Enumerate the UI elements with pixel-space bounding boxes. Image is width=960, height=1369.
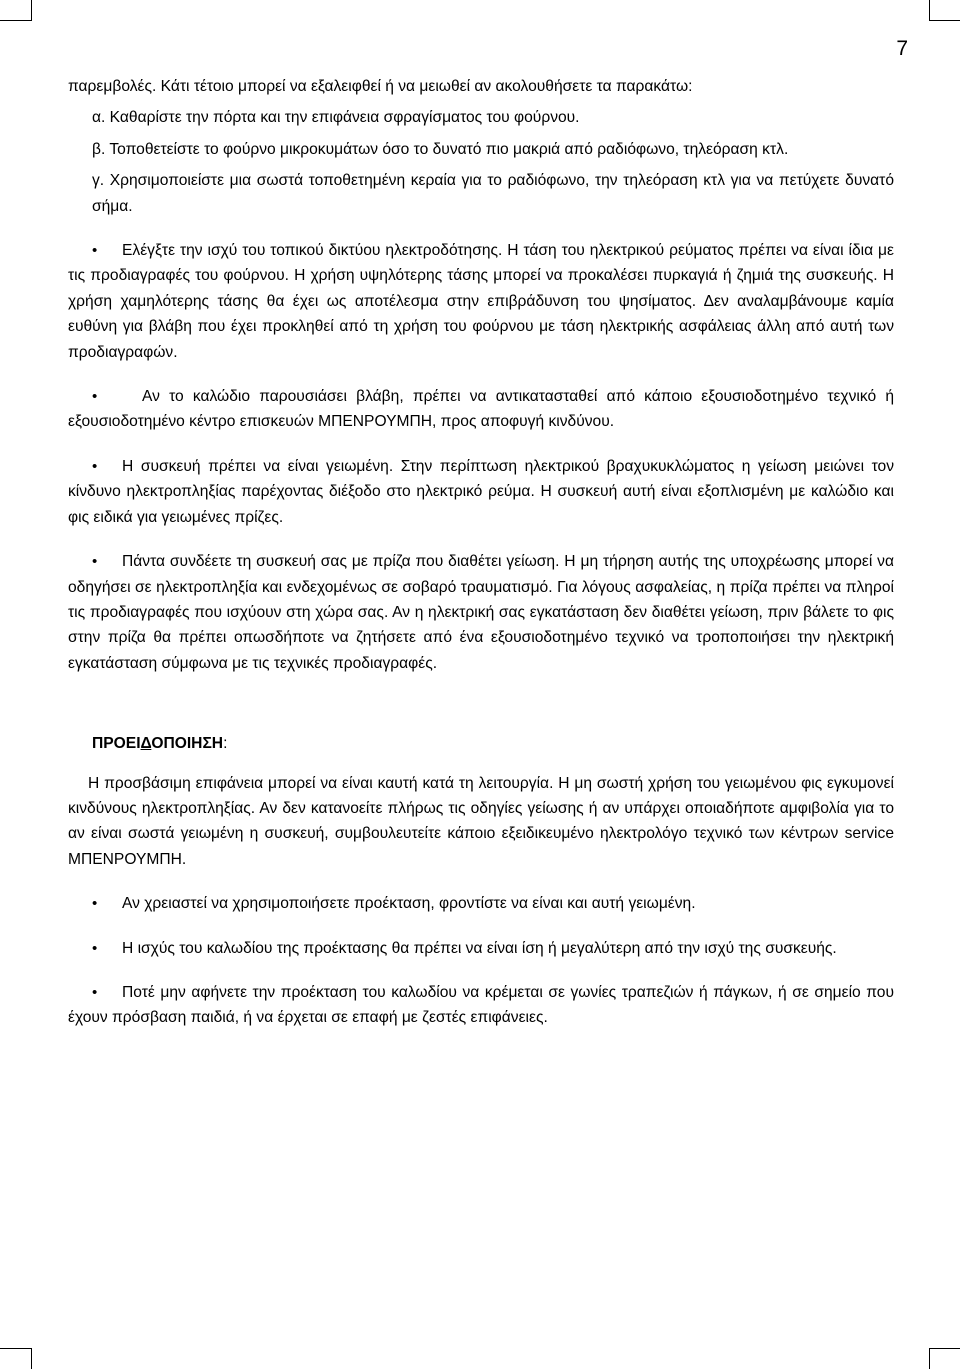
bullet-icon: • bbox=[92, 553, 98, 571]
bullet-voltage-text: Η τάση του ηλεκτρικού ρεύματος πρέπει να είναι ίδια με τις προδιαγραφές του φούρνου. Η χρήση υψηλότερης τάσης μπορεί να προκαλέσει πυρκαγιά ή ζημιά της συσκευής. Η χρήση χαμηλότερης τάσης θα έχει ως αποτέλεσμα στην επιβράδυνση του ψησίματος. Δεν αναλαμβάνουμε καμία ευθύνη για βλάβη που έχει προκληθεί από τη χρήση του φούρνου με τάση ηλεκτρικής ασφάλειας άλλη από αυτή των προδιαγραφών. bbox=[68, 242, 894, 361]
warning-heading-underlined: Δ bbox=[140, 735, 152, 753]
bullet-icon: • bbox=[92, 388, 98, 406]
list-item-c: γ. Χρησιμοποιείστε μια σωστά τοποθετημένη κεραία για το ραδιόφωνο, την τηλεόραση κτλ για να πετύχετε δυνατό σήμα. bbox=[92, 172, 894, 215]
crop-mark-top-right-vertical bbox=[929, 0, 930, 21]
bullet-paragraph-extension bbox=[68, 891, 894, 916]
crop-mark-top-left-vertical bbox=[31, 0, 32, 21]
bullet-paragraph-socket bbox=[68, 549, 894, 676]
bullet-icon: • bbox=[92, 895, 98, 913]
bullet-icon: • bbox=[92, 242, 98, 260]
bullet-extension-safety-text: Ποτέ μην αφήνετε την προέκταση του καλωδίου να κρέμεται σε γωνίες τραπεζιών ή πάγκων, ή σε σημείο που έχουν πρόσβαση παιδιά, ή να έρχεται σε επαφή με ζεστές επιφάνειες. bbox=[68, 983, 894, 1027]
bullet-extension-text: Αν χρειαστεί να χρησιμοποιήσετε προέκταση, φροντίστε να είναι και αυτή γειωμένη. bbox=[122, 895, 696, 913]
crop-mark-bottom-left-vertical bbox=[31, 1348, 32, 1369]
crop-mark-bottom-right-vertical bbox=[929, 1348, 930, 1369]
document-body bbox=[68, 74, 894, 1031]
crop-mark-bottom-left-horizontal bbox=[0, 1348, 32, 1349]
bullet-paragraph-extension-power bbox=[68, 936, 894, 961]
page-number: 7 bbox=[896, 37, 908, 60]
warning-heading-part2: ΟΠΟΙΗΣΗ bbox=[151, 735, 224, 753]
bullet-icon: • bbox=[92, 457, 98, 475]
bullet-paragraph-voltage bbox=[68, 238, 894, 365]
crop-mark-top-right-horizontal bbox=[929, 20, 960, 21]
bullet-paragraph-cable bbox=[68, 384, 894, 435]
bullet-grounding-text: Η συσκευή πρέπει να είναι γειωμένη. Στην περίπτωση ηλεκτρικού βραχυκυκλώματος η γείωση μειώνει τον κίνδυνο ηλεκτροπληξίας παρέχοντας διέξοδο στο ηλεκτρικό ρεύμα. Η συσκευή αυτή είναι εξοπλισμένη με καλώδιο και φις ειδικά για γειωμένες πρίζες. bbox=[68, 457, 894, 526]
warning-heading-part1: ΠΡΟΕΙ bbox=[92, 735, 141, 753]
crop-mark-top-left-horizontal bbox=[0, 20, 32, 21]
warning-body: Η προσβάσιμη επιφάνεια μπορεί να είναι καυτή κατά τη λειτουργία. Η μη σωστή χρήση του γειωμένου φις εγκυμονεί κινδύνους ηλεκτροπληξίας. Αν δεν κατανοείτε πλήρως τις οδηγίες γείωσης ή αν υπάρχει οποιαδήποτε αμφιβολία για το αν είναι σωστά γειωμένη η συσκευή, συμβουλευτείτε κάποιο εξειδικευμένο ηλεκτρολόγο τεχνικό των κέντρων service ΜΠΕΝΡΟΥΜΠΗ. bbox=[68, 774, 894, 868]
bullet-icon: • bbox=[92, 983, 98, 1001]
bullet-socket-text: Πάντα συνδέετε τη συσκευή σας με πρίζα που διαθέτει γείωση. Η μη τήρηση αυτής της υποχρέωσης μπορεί να οδηγήσει σε ηλεκτροπληξία και ενδεχομένως σε σοβαρό τραυματισμό. Για λόγους ασφαλείας, η πρίζα πρέπει να πληροί τις προδιαγραφές που ισχύουν στη χώρα σας. Αν η ηλεκτρική σας εγκατάσταση δεν διαθέτει γείωση, πριν βάλετε το φις στην πρίζα θα πρέπει οπωσδήποτε να ζητήσετε από ένα εξουσιοδοτημένο τεχνικό να τροποποιήσει την ηλεκτρική εγκατάσταση σύμφωνα με τις τεχνικές προδιαγραφές. bbox=[68, 553, 894, 672]
bullet-extension-power-text: Η ισχύς του καλωδίου της προέκτασης θα πρέπει να είναι ίση ή μεγαλύτερη από την ισχύ της συσκευής. bbox=[122, 939, 837, 957]
crop-mark-bottom-right-horizontal bbox=[929, 1348, 960, 1349]
warning-heading bbox=[68, 731, 894, 756]
bullet-cable-text: Αν το καλώδιο παρουσιάσει βλάβη, πρέπει να αντικατασταθεί από κάποιο εξουσιοδοτημένο τεχνικό ή εξουσιοδοτημένο κέντρο επισκευών ΜΠΕΝΡΟΥΜΠΗ, προς αποφυγή κινδύνου. bbox=[68, 388, 894, 431]
bullet-paragraph-extension-safety bbox=[68, 980, 894, 1031]
list-item-b: β. Τοποθετείστε το φούρνο μικροκυμάτων όσο το δυνατό πιο μακριά από ραδιόφωνο, τηλεόραση κτλ. bbox=[92, 140, 789, 158]
intro-paragraph: παρεμβολές. Κάτι τέτοιο μπορεί να εξαλειφθεί ή να μειωθεί αν ακολουθήσετε τα παρακάτω: bbox=[68, 78, 693, 95]
bullet-voltage-lead: Ελέγξτε την ισχύ του τοπικού δικτύου ηλεκτροδότησης. bbox=[122, 242, 503, 260]
bullet-paragraph-grounding bbox=[68, 454, 894, 530]
list-item-a: α. Καθαρίστε την πόρτα και την επιφάνεια σφραγίσματος του φούρνου. bbox=[92, 109, 580, 127]
bullet-icon: • bbox=[92, 939, 98, 957]
warning-heading-colon: : bbox=[223, 735, 228, 753]
